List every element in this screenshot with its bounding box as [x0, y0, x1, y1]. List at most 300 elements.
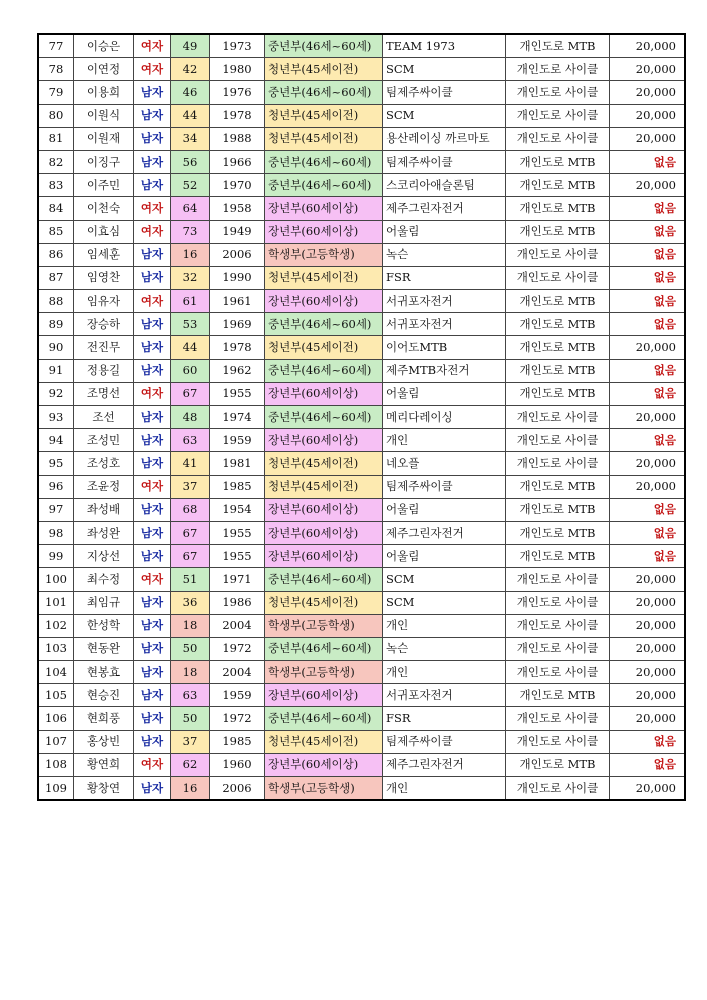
team-name: 개인 — [383, 777, 506, 801]
row-number: 90 — [38, 336, 74, 359]
participant-name: 한성학 — [74, 614, 134, 637]
gender-label: 남자 — [134, 614, 171, 637]
race-category: 개인도로 MTB — [506, 498, 610, 521]
fee-value: 없음 — [610, 243, 686, 266]
age-value: 37 — [171, 475, 210, 498]
fee-value: 20,000 — [610, 127, 686, 150]
row-number: 100 — [38, 568, 74, 591]
team-name: 용산레이싱 까르마토 — [383, 127, 506, 150]
age-value: 48 — [171, 406, 210, 429]
birth-year: 1978 — [210, 336, 265, 359]
birth-year: 1980 — [210, 58, 265, 81]
gender-label: 남자 — [134, 545, 171, 568]
gender-label: 남자 — [134, 684, 171, 707]
row-number: 85 — [38, 220, 74, 243]
gender-label: 남자 — [134, 313, 171, 336]
team-name: 이어도MTB — [383, 336, 506, 359]
race-category: 개인도로 MTB — [506, 290, 610, 313]
division-label: 청년부(45세이전) — [265, 591, 383, 614]
age-value: 52 — [171, 174, 210, 197]
race-category: 개인도로 MTB — [506, 684, 610, 707]
row-number: 89 — [38, 313, 74, 336]
participant-name: 임세훈 — [74, 243, 134, 266]
fee-value: 없음 — [610, 521, 686, 544]
team-name: SCM — [383, 58, 506, 81]
table-row — [38, 452, 685, 475]
gender-label: 남자 — [134, 591, 171, 614]
division-label: 중년부(46세~60세) — [265, 568, 383, 591]
age-value: 64 — [171, 197, 210, 220]
division-label: 중년부(46세~60세) — [265, 406, 383, 429]
participant-name: 좌성완 — [74, 521, 134, 544]
table-row — [38, 290, 685, 313]
race-category: 개인도로 사이클 — [506, 127, 610, 150]
fee-value: 20,000 — [610, 336, 686, 359]
fee-value: 20,000 — [610, 475, 686, 498]
race-category: 개인도로 사이클 — [506, 637, 610, 660]
birth-year: 1958 — [210, 197, 265, 220]
gender-label: 남자 — [134, 498, 171, 521]
division-label: 장년부(60세이상) — [265, 429, 383, 452]
age-value: 37 — [171, 730, 210, 753]
race-category: 개인도로 사이클 — [506, 58, 610, 81]
birth-year: 1986 — [210, 591, 265, 614]
gender-label: 남자 — [134, 707, 171, 730]
age-value: 36 — [171, 591, 210, 614]
participant-name: 현승진 — [74, 684, 134, 707]
fee-value: 20,000 — [610, 684, 686, 707]
age-value: 46 — [171, 81, 210, 104]
participant-name: 정용길 — [74, 359, 134, 382]
age-value: 61 — [171, 290, 210, 313]
birth-year: 1985 — [210, 475, 265, 498]
division-label: 중년부(46세~60세) — [265, 707, 383, 730]
participant-name: 조선 — [74, 406, 134, 429]
row-number: 92 — [38, 382, 74, 405]
age-value: 68 — [171, 498, 210, 521]
division-label: 중년부(46세~60세) — [265, 359, 383, 382]
race-category: 개인도로 사이클 — [506, 452, 610, 475]
birth-year: 1988 — [210, 127, 265, 150]
race-category: 개인도로 사이클 — [506, 707, 610, 730]
row-number: 98 — [38, 521, 74, 544]
gender-label: 여자 — [134, 382, 171, 405]
row-number: 95 — [38, 452, 74, 475]
division-label: 학생부(고등학생) — [265, 243, 383, 266]
age-value: 67 — [171, 382, 210, 405]
age-value: 44 — [171, 104, 210, 127]
row-number: 86 — [38, 243, 74, 266]
row-number: 104 — [38, 661, 74, 684]
race-category: 개인도로 MTB — [506, 521, 610, 544]
table-row — [38, 104, 685, 127]
row-number: 106 — [38, 707, 74, 730]
participant-name: 조성호 — [74, 452, 134, 475]
participant-name: 최임규 — [74, 591, 134, 614]
row-number: 109 — [38, 777, 74, 801]
team-name: 제주그린자전거 — [383, 521, 506, 544]
fee-value: 20,000 — [610, 34, 686, 58]
row-number: 97 — [38, 498, 74, 521]
fee-value: 20,000 — [610, 81, 686, 104]
team-name: 제주MTB자전거 — [383, 359, 506, 382]
team-name: 메리다레이싱 — [383, 406, 506, 429]
division-label: 장년부(60세이상) — [265, 753, 383, 776]
birth-year: 1954 — [210, 498, 265, 521]
team-name: SCM — [383, 591, 506, 614]
age-value: 67 — [171, 521, 210, 544]
gender-label: 남자 — [134, 243, 171, 266]
team-name: 어울림 — [383, 220, 506, 243]
team-name: 스코리아애슬론팀 — [383, 174, 506, 197]
team-name: SCM — [383, 568, 506, 591]
table-row — [38, 382, 685, 405]
participant-name: 현동완 — [74, 637, 134, 660]
race-category: 개인도로 사이클 — [506, 243, 610, 266]
row-number: 107 — [38, 730, 74, 753]
row-number: 78 — [38, 58, 74, 81]
table-row — [38, 545, 685, 568]
division-label: 청년부(45세이전) — [265, 104, 383, 127]
table-row — [38, 429, 685, 452]
gender-label: 남자 — [134, 127, 171, 150]
team-name: 어울림 — [383, 382, 506, 405]
table-row — [38, 475, 685, 498]
age-value: 34 — [171, 127, 210, 150]
race-category: 개인도로 MTB — [506, 545, 610, 568]
participant-name: 이승은 — [74, 34, 134, 58]
fee-value: 20,000 — [610, 174, 686, 197]
table-row — [38, 684, 685, 707]
division-label: 청년부(45세이전) — [265, 730, 383, 753]
race-category: 개인도로 MTB — [506, 336, 610, 359]
fee-value: 없음 — [610, 220, 686, 243]
table-row — [38, 336, 685, 359]
birth-year: 1955 — [210, 521, 265, 544]
division-label: 청년부(45세이전) — [265, 475, 383, 498]
table-row — [38, 243, 685, 266]
table-row — [38, 730, 685, 753]
gender-label: 남자 — [134, 730, 171, 753]
table-row — [38, 127, 685, 150]
gender-label: 남자 — [134, 174, 171, 197]
team-name: 녹슨 — [383, 637, 506, 660]
birth-year: 1969 — [210, 313, 265, 336]
team-name: 개인 — [383, 614, 506, 637]
fee-value: 20,000 — [610, 637, 686, 660]
team-name: SCM — [383, 104, 506, 127]
age-value: 16 — [171, 777, 210, 801]
race-category: 개인도로 MTB — [506, 359, 610, 382]
team-name: 팀제주싸이클 — [383, 150, 506, 173]
participant-name: 현희풍 — [74, 707, 134, 730]
division-label: 청년부(45세이전) — [265, 336, 383, 359]
birth-year: 1961 — [210, 290, 265, 313]
age-value: 56 — [171, 150, 210, 173]
division-label: 청년부(45세이전) — [265, 127, 383, 150]
participant-name: 임유자 — [74, 290, 134, 313]
fee-value: 20,000 — [610, 104, 686, 127]
gender-label: 남자 — [134, 150, 171, 173]
table-row — [38, 777, 685, 801]
gender-label: 남자 — [134, 777, 171, 801]
gender-label: 여자 — [134, 58, 171, 81]
team-name: 제주그린자전거 — [383, 197, 506, 220]
fee-value: 없음 — [610, 290, 686, 313]
row-number: 77 — [38, 34, 74, 58]
division-label: 장년부(60세이상) — [265, 521, 383, 544]
table-row — [38, 197, 685, 220]
table-row — [38, 220, 685, 243]
fee-value: 없음 — [610, 359, 686, 382]
participant-name: 지상선 — [74, 545, 134, 568]
row-number: 80 — [38, 104, 74, 127]
gender-label: 남자 — [134, 81, 171, 104]
birth-year: 1985 — [210, 730, 265, 753]
division-label: 중년부(46세~60세) — [265, 81, 383, 104]
participant-name: 이주민 — [74, 174, 134, 197]
team-name: 팀제주싸이클 — [383, 730, 506, 753]
table-row — [38, 81, 685, 104]
team-name: FSR — [383, 266, 506, 289]
gender-label: 남자 — [134, 661, 171, 684]
age-value: 42 — [171, 58, 210, 81]
fee-value: 없음 — [610, 545, 686, 568]
birth-year: 1972 — [210, 637, 265, 660]
race-category: 개인도로 MTB — [506, 150, 610, 173]
participant-name: 전진무 — [74, 336, 134, 359]
table-row — [38, 174, 685, 197]
row-number: 81 — [38, 127, 74, 150]
birth-year: 1962 — [210, 359, 265, 382]
birth-year: 1949 — [210, 220, 265, 243]
participant-name: 이천숙 — [74, 197, 134, 220]
team-name: 서귀포자전거 — [383, 313, 506, 336]
birth-year: 2006 — [210, 243, 265, 266]
fee-value: 없음 — [610, 753, 686, 776]
participant-name: 조명선 — [74, 382, 134, 405]
row-number: 101 — [38, 591, 74, 614]
participant-name: 홍상빈 — [74, 730, 134, 753]
gender-label: 남자 — [134, 359, 171, 382]
race-category: 개인도로 MTB — [506, 197, 610, 220]
division-label: 청년부(45세이전) — [265, 266, 383, 289]
division-label: 학생부(고등학생) — [265, 777, 383, 801]
row-number: 94 — [38, 429, 74, 452]
team-name: 어울림 — [383, 498, 506, 521]
fee-value: 20,000 — [610, 591, 686, 614]
age-value: 32 — [171, 266, 210, 289]
race-category: 개인도로 사이클 — [506, 777, 610, 801]
division-label: 장년부(60세이상) — [265, 382, 383, 405]
row-number: 83 — [38, 174, 74, 197]
birth-year: 1973 — [210, 34, 265, 58]
fee-value: 20,000 — [610, 661, 686, 684]
participant-name: 이원식 — [74, 104, 134, 127]
gender-label: 남자 — [134, 266, 171, 289]
race-category: 개인도로 사이클 — [506, 591, 610, 614]
team-name: 녹슨 — [383, 243, 506, 266]
age-value: 18 — [171, 661, 210, 684]
division-label: 중년부(46세~60세) — [265, 34, 383, 58]
row-number: 79 — [38, 81, 74, 104]
participant-name: 장승하 — [74, 313, 134, 336]
team-name: 팀제주싸이클 — [383, 81, 506, 104]
age-value: 62 — [171, 753, 210, 776]
participant-name: 황창연 — [74, 777, 134, 801]
race-category: 개인도로 사이클 — [506, 568, 610, 591]
age-value: 18 — [171, 614, 210, 637]
fee-value: 없음 — [610, 429, 686, 452]
team-name: 어울림 — [383, 545, 506, 568]
participant-name: 임영찬 — [74, 266, 134, 289]
table-row — [38, 753, 685, 776]
race-category: 개인도로 사이클 — [506, 104, 610, 127]
table-row — [38, 359, 685, 382]
participant-name: 이용희 — [74, 81, 134, 104]
table-row — [38, 498, 685, 521]
birth-year: 1981 — [210, 452, 265, 475]
division-label: 장년부(60세이상) — [265, 220, 383, 243]
table-row — [38, 406, 685, 429]
race-category: 개인도로 MTB — [506, 313, 610, 336]
birth-year: 1971 — [210, 568, 265, 591]
participant-name: 이연정 — [74, 58, 134, 81]
gender-label: 남자 — [134, 336, 171, 359]
birth-year: 1990 — [210, 266, 265, 289]
team-name: TEAM 1973 — [383, 34, 506, 58]
team-name: FSR — [383, 707, 506, 730]
race-category: 개인도로 사이클 — [506, 730, 610, 753]
row-number: 102 — [38, 614, 74, 637]
division-label: 장년부(60세이상) — [265, 684, 383, 707]
fee-value: 없음 — [610, 197, 686, 220]
gender-label: 여자 — [134, 290, 171, 313]
age-value: 51 — [171, 568, 210, 591]
fee-value: 20,000 — [610, 614, 686, 637]
row-number: 88 — [38, 290, 74, 313]
race-category: 개인도로 MTB — [506, 475, 610, 498]
table-row — [38, 591, 685, 614]
age-value: 73 — [171, 220, 210, 243]
division-label: 학생부(고등학생) — [265, 661, 383, 684]
gender-label: 남자 — [134, 406, 171, 429]
fee-value: 20,000 — [610, 777, 686, 801]
division-label: 장년부(60세이상) — [265, 498, 383, 521]
fee-value: 없음 — [610, 266, 686, 289]
division-label: 중년부(46세~60세) — [265, 150, 383, 173]
birth-year: 1959 — [210, 429, 265, 452]
birth-year: 1966 — [210, 150, 265, 173]
gender-label: 여자 — [134, 568, 171, 591]
age-value: 63 — [171, 429, 210, 452]
row-number: 84 — [38, 197, 74, 220]
birth-year: 2004 — [210, 661, 265, 684]
birth-year: 1976 — [210, 81, 265, 104]
race-category: 개인도로 사이클 — [506, 406, 610, 429]
age-value: 63 — [171, 684, 210, 707]
row-number: 96 — [38, 475, 74, 498]
team-name: 제주그린자전거 — [383, 753, 506, 776]
row-number: 99 — [38, 545, 74, 568]
participant-name: 이효심 — [74, 220, 134, 243]
race-category: 개인도로 MTB — [506, 382, 610, 405]
team-name: 서귀포자전거 — [383, 684, 506, 707]
age-value: 67 — [171, 545, 210, 568]
division-label: 장년부(60세이상) — [265, 545, 383, 568]
birth-year: 1959 — [210, 684, 265, 707]
table-row — [38, 58, 685, 81]
division-label: 장년부(60세이상) — [265, 290, 383, 313]
table-row — [38, 661, 685, 684]
birth-year: 1970 — [210, 174, 265, 197]
row-number: 108 — [38, 753, 74, 776]
division-label: 중년부(46세~60세) — [265, 174, 383, 197]
fee-value: 없음 — [610, 150, 686, 173]
age-value: 49 — [171, 34, 210, 58]
table-row — [38, 313, 685, 336]
row-number: 103 — [38, 637, 74, 660]
table-row — [38, 34, 685, 58]
division-label: 청년부(45세이전) — [265, 452, 383, 475]
gender-label: 남자 — [134, 429, 171, 452]
fee-value: 없음 — [610, 313, 686, 336]
participant-name: 조윤정 — [74, 475, 134, 498]
participant-name: 황연희 — [74, 753, 134, 776]
gender-label: 남자 — [134, 104, 171, 127]
fee-value: 20,000 — [610, 452, 686, 475]
fee-value: 없음 — [610, 382, 686, 405]
row-number: 91 — [38, 359, 74, 382]
gender-label: 여자 — [134, 34, 171, 58]
row-number: 87 — [38, 266, 74, 289]
race-category: 개인도로 MTB — [506, 220, 610, 243]
division-label: 청년부(45세이전) — [265, 58, 383, 81]
participant-name: 이징구 — [74, 150, 134, 173]
team-name: 서귀포자전거 — [383, 290, 506, 313]
table-row — [38, 150, 685, 173]
fee-value: 20,000 — [610, 58, 686, 81]
birth-year: 1978 — [210, 104, 265, 127]
participant-rows — [38, 34, 685, 800]
participant-name: 이원재 — [74, 127, 134, 150]
race-category: 개인도로 사이클 — [506, 266, 610, 289]
age-value: 60 — [171, 359, 210, 382]
age-value: 53 — [171, 313, 210, 336]
table-row — [38, 614, 685, 637]
race-category: 개인도로 MTB — [506, 174, 610, 197]
team-name: 개인 — [383, 429, 506, 452]
birth-year: 1960 — [210, 753, 265, 776]
birth-year: 2006 — [210, 777, 265, 801]
race-category: 개인도로 사이클 — [506, 661, 610, 684]
gender-label: 여자 — [134, 475, 171, 498]
division-label: 중년부(46세~60세) — [265, 637, 383, 660]
team-name: 네오플 — [383, 452, 506, 475]
table-row — [38, 568, 685, 591]
table-row — [38, 637, 685, 660]
gender-label: 남자 — [134, 521, 171, 544]
race-category: 개인도로 MTB — [506, 753, 610, 776]
age-value: 44 — [171, 336, 210, 359]
division-label: 중년부(46세~60세) — [265, 313, 383, 336]
race-category: 개인도로 사이클 — [506, 81, 610, 104]
participant-name: 좌성배 — [74, 498, 134, 521]
age-value: 50 — [171, 637, 210, 660]
age-value: 16 — [171, 243, 210, 266]
division-label: 장년부(60세이상) — [265, 197, 383, 220]
race-category: 개인도로 MTB — [506, 34, 610, 58]
